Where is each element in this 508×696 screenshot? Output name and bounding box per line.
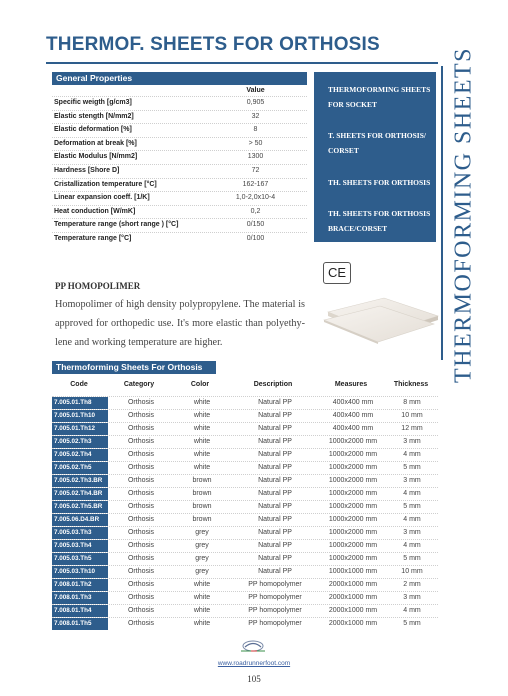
product-description: Natural PP: [258, 399, 292, 406]
product-description: Natural PP: [258, 425, 292, 432]
product-category: Orthosis: [127, 412, 155, 419]
product-category: Orthosis: [127, 529, 155, 536]
product-category: Orthosis: [127, 464, 155, 471]
table-row: [52, 409, 438, 422]
pp-sheets-image: [322, 290, 440, 344]
property-name: Specific weigth [g/cm3]: [54, 99, 132, 106]
product-measures: 1000x2000 mm: [328, 555, 378, 562]
col-category: Category: [123, 381, 155, 388]
product-color: brown: [192, 490, 212, 497]
product-description: Natural PP: [258, 438, 292, 445]
product-color: white: [193, 412, 211, 419]
table-row: [52, 513, 438, 526]
table-row: [52, 578, 438, 591]
product-code: 7.005.03.Th10: [52, 566, 108, 578]
product-color: white: [193, 607, 211, 614]
page-title: THERMOF. SHEETS FOR ORTHOSIS: [46, 34, 380, 55]
table-row: [52, 500, 438, 513]
product-category: Orthosis: [127, 503, 155, 510]
footer-url-link[interactable]: www.roadrunnerfoot.com: [217, 660, 291, 667]
col-color: Color: [190, 381, 210, 388]
side-menu-box: [314, 72, 436, 242]
page-number: 105: [247, 674, 261, 684]
product-code: 7.005.06.D4.BR: [52, 514, 108, 526]
product-measures: 400x400 mm: [332, 425, 374, 432]
product-description: Natural PP: [258, 490, 292, 497]
product-thickness: 5 mm: [403, 620, 421, 627]
table-row: [52, 448, 438, 461]
product-category: Orthosis: [127, 568, 155, 575]
product-thickness: 3 mm: [403, 477, 421, 484]
product-category: Orthosis: [127, 477, 155, 484]
products-rows: [52, 396, 438, 630]
product-color: grey: [195, 568, 209, 575]
product-description: Natural PP: [258, 503, 292, 510]
product-thickness: 2 mm: [403, 581, 421, 588]
product-description: Natural PP: [258, 555, 292, 562]
product-color: grey: [195, 542, 209, 549]
product-color: brown: [192, 516, 212, 523]
products-table: [52, 361, 438, 630]
property-name: Elastic Modulus [N/mm2]: [54, 153, 138, 161]
product-code: 7.005.02.Th4.BR: [52, 488, 108, 500]
property-name: Temperature range (short range ) [°C]: [54, 221, 179, 229]
property-value: 8: [253, 126, 258, 134]
product-description: Natural PP: [258, 477, 292, 484]
side-item-orthosis-corset[interactable]: T. SHEETS FOR ORTHOSIS/ CORSET: [328, 131, 426, 155]
property-name: Temperature range [°C]: [54, 234, 132, 242]
product-category: Orthosis: [127, 399, 155, 406]
vertical-title: THERMOFORMING SHEETS: [450, 46, 477, 384]
product-thickness: 3 mm: [403, 529, 421, 536]
product-measures: 1000x2000 mm: [328, 516, 378, 523]
property-name: Elastic deformation [%]: [54, 126, 132, 134]
product-thickness: 4 mm: [403, 490, 421, 497]
product-measures: 1000x2000 mm: [328, 490, 378, 497]
table-row: [52, 552, 438, 565]
product-code: 7.008.01.Th3: [52, 592, 108, 604]
product-measures: 400x400 mm: [332, 412, 374, 419]
product-color: white: [193, 581, 211, 588]
product-thickness: 8 mm: [403, 399, 421, 406]
table-row: [52, 617, 438, 630]
product-measures: 1000x1000 mm: [328, 568, 378, 575]
product-code: 7.005.01.Th12: [52, 423, 108, 435]
property-name: Hardness [Shore D]: [54, 166, 120, 174]
table-row: [52, 461, 438, 474]
property-value: 162-167: [242, 180, 269, 188]
product-category: Orthosis: [127, 425, 155, 432]
product-description: PP homopolymer: [248, 607, 302, 614]
product-description: Natural PP: [258, 451, 292, 458]
table-row: [52, 591, 438, 604]
product-color: brown: [192, 503, 212, 510]
product-description: PP homopolymer: [248, 620, 302, 627]
product-category: Orthosis: [127, 542, 155, 549]
section-description: Homopolimer of high density polypropylene. The material is approved for orthopedic use. It's more elastic than polyethy-lene and working temperature are higher.: [55, 299, 305, 348]
product-thickness: 3 mm: [403, 594, 421, 601]
general-properties-header: General Properties: [52, 72, 307, 85]
product-description: Natural PP: [258, 568, 292, 575]
product-category: Orthosis: [127, 607, 155, 614]
product-thickness: 4 mm: [403, 607, 421, 614]
table-row: [52, 526, 438, 539]
product-code: 7.008.01.Th4: [52, 605, 108, 617]
product-measures: 1000x2000 mm: [328, 438, 378, 445]
property-value: 1,0-2,0x10-4: [235, 194, 276, 202]
props-rows: [52, 96, 307, 246]
product-color: white: [193, 425, 211, 432]
product-code: 7.008.01.Th2: [52, 579, 108, 591]
table-row: [52, 604, 438, 617]
product-thickness: 4 mm: [403, 516, 421, 523]
product-description: Natural PP: [258, 529, 292, 536]
product-measures: 1000x2000 mm: [328, 464, 378, 471]
props-row: [52, 96, 307, 110]
product-code: 7.005.03.Th4: [52, 540, 108, 552]
props-row: [52, 205, 307, 219]
side-item-socket[interactable]: THERMOFORMING SHEETS FOR SOCKET: [328, 85, 431, 109]
products-table-header: Thermoforming Sheets For Orthosis: [52, 361, 216, 374]
property-name: Deformation at break [%]: [54, 139, 137, 147]
col-code: Code: [70, 381, 88, 388]
product-color: white: [193, 620, 211, 627]
product-thickness: 12 mm: [401, 425, 423, 432]
product-code: 7.005.03.Th5: [52, 553, 108, 565]
side-item-orthosis-brace[interactable]: TH. SHEETS FOR ORTHOSIS BRACE/CORSET: [328, 209, 431, 233]
product-thickness: 4 mm: [403, 542, 421, 549]
col-measures: Measures: [334, 381, 368, 388]
property-value: 0,905: [246, 99, 265, 106]
product-code: 7.005.01.Th8: [52, 397, 108, 409]
table-row: [52, 474, 438, 487]
product-measures: 1000x2000 mm: [328, 503, 378, 510]
property-value: 72: [251, 166, 260, 174]
product-code: 7.005.01.Th10: [52, 410, 108, 422]
props-row: [52, 110, 307, 124]
roadrunner-logo-icon: [237, 637, 269, 653]
side-item-orthosis[interactable]: TH. SHEETS FOR ORTHOSIS: [328, 178, 431, 187]
property-value: 0,2: [250, 207, 261, 215]
props-row: [52, 137, 307, 151]
product-category: Orthosis: [127, 451, 155, 458]
product-description: Natural PP: [258, 464, 292, 471]
product-measures: 2000x1000 mm: [328, 581, 378, 588]
ce-mark-icon: CE: [323, 262, 351, 284]
col-thickness: Thickness: [393, 381, 429, 388]
property-value: > 50: [248, 139, 263, 147]
product-color: white: [193, 438, 211, 445]
product-category: Orthosis: [127, 555, 155, 562]
product-measures: 2000x1000 mm: [328, 620, 378, 627]
property-value: 32: [251, 112, 260, 120]
props-header-row: [52, 85, 307, 96]
product-code: 7.005.03.Th3: [52, 527, 108, 539]
product-category: Orthosis: [127, 490, 155, 497]
product-category: Orthosis: [127, 438, 155, 445]
product-code: 7.005.02.Th3.BR: [52, 475, 108, 487]
product-measures: 1000x2000 mm: [328, 477, 378, 484]
product-category: Orthosis: [127, 620, 155, 627]
product-color: grey: [195, 555, 209, 562]
product-thickness: 10 mm: [401, 412, 423, 419]
props-name-header: [52, 85, 204, 96]
product-measures: 1000x2000 mm: [328, 529, 378, 536]
table-row: [52, 539, 438, 552]
product-description: Natural PP: [258, 542, 292, 549]
product-thickness: 4 mm: [403, 451, 421, 458]
property-value: 0/150: [246, 221, 265, 229]
product-thickness: 5 mm: [403, 464, 421, 471]
product-measures: 2000x1000 mm: [328, 594, 378, 601]
table-row: [52, 422, 438, 435]
props-row: [52, 191, 307, 205]
product-color: white: [193, 464, 211, 471]
product-description: PP homopolymer: [248, 594, 302, 601]
products-header-row: [52, 374, 438, 396]
product-description: Natural PP: [258, 412, 292, 419]
section-title: PP HOMOPOLIMER: [55, 281, 141, 291]
product-color: brown: [192, 477, 212, 484]
props-value-header: Value: [246, 87, 265, 94]
props-row: [52, 178, 307, 192]
product-measures: 1000x2000 mm: [328, 542, 378, 549]
props-row: [52, 164, 307, 178]
general-properties-table: [52, 72, 307, 246]
property-name: Heat conduction [W/mK]: [54, 207, 136, 215]
col-description: Description: [253, 381, 293, 388]
product-thickness: 5 mm: [403, 555, 421, 562]
product-measures: 400x400 mm: [332, 399, 374, 406]
table-row: [52, 487, 438, 500]
props-row: [52, 218, 307, 232]
property-name: Cristallization temperature [°C]: [54, 180, 157, 188]
product-measures: 1000x2000 mm: [328, 451, 378, 458]
props-row: [52, 150, 307, 164]
props-row: [52, 123, 307, 137]
product-thickness: 5 mm: [403, 503, 421, 510]
product-color: white: [193, 399, 211, 406]
product-code: 7.005.02.Th4: [52, 449, 108, 461]
props-row: [52, 232, 307, 246]
product-code: 7.005.02.Th5: [52, 462, 108, 474]
product-category: Orthosis: [127, 594, 155, 601]
product-description: PP homopolymer: [248, 581, 302, 588]
product-thickness: 3 mm: [403, 438, 421, 445]
property-name: Linear expansion coeff. [1/K]: [54, 194, 150, 202]
table-row: [52, 396, 438, 409]
title-rule: [46, 62, 438, 64]
table-row: [52, 435, 438, 448]
product-description: Natural PP: [258, 516, 292, 523]
product-code: 7.005.02.Th5.BR: [52, 501, 108, 513]
property-name: Elastic stength [N/mm2]: [54, 112, 134, 120]
table-row: [52, 565, 438, 578]
product-code: 7.008.01.Th5: [52, 618, 108, 630]
product-thickness: 10 mm: [401, 568, 423, 575]
product-category: Orthosis: [127, 581, 155, 588]
product-code: 7.005.02.Th3: [52, 436, 108, 448]
property-value: 0/100: [246, 234, 265, 242]
product-color: white: [193, 451, 211, 458]
product-measures: 2000x1000 mm: [328, 607, 378, 614]
product-color: grey: [195, 529, 209, 536]
product-color: white: [193, 594, 211, 601]
property-value: 1300: [247, 153, 264, 161]
product-category: Orthosis: [127, 516, 155, 523]
